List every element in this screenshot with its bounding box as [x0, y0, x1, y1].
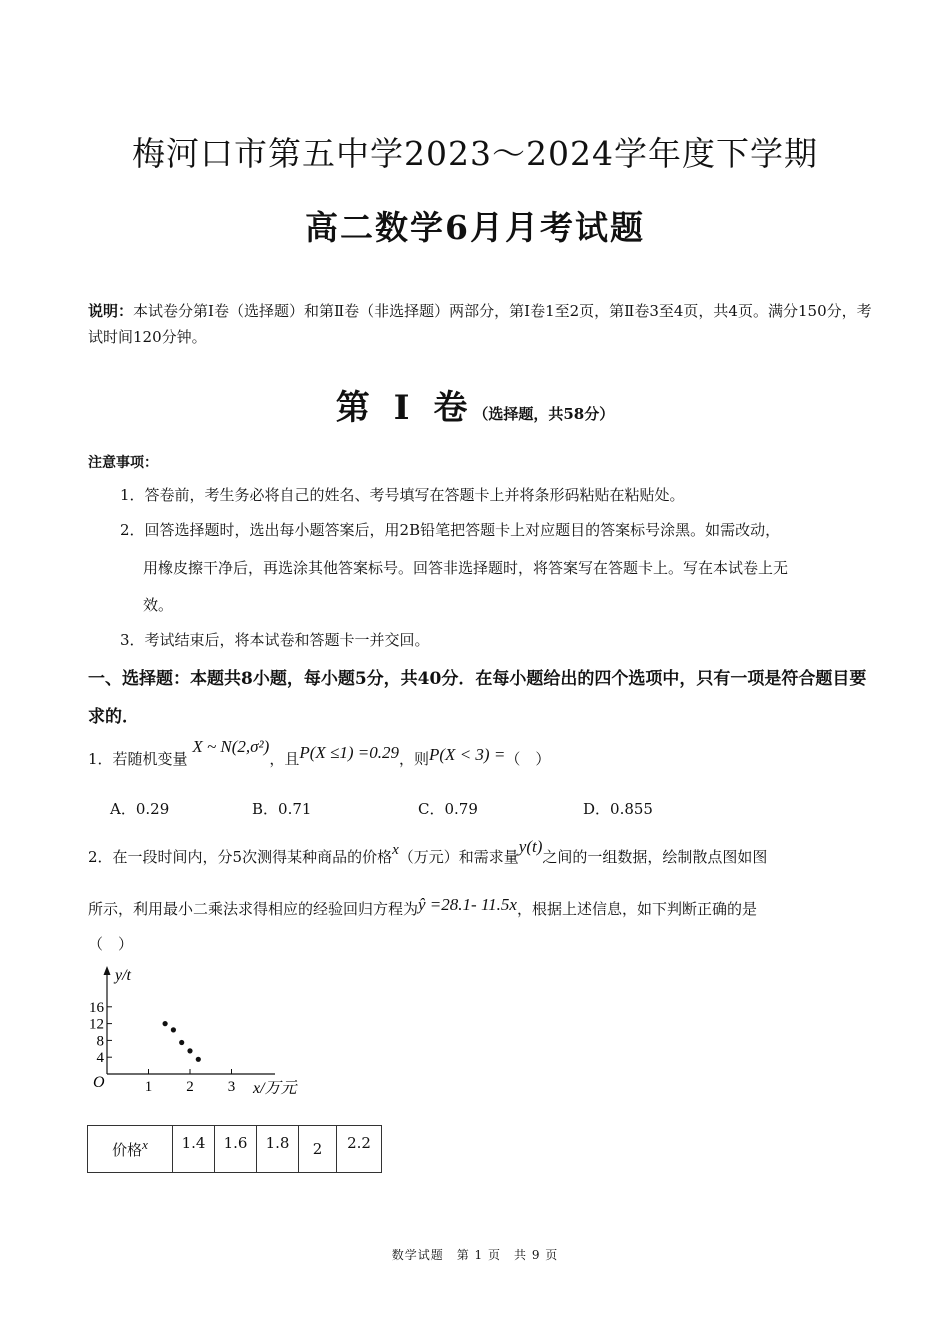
table-cell	[257, 1126, 299, 1173]
q2-text-c: 之间的一组数据，绘制散点图如图	[542, 848, 768, 866]
exam-title-line1: 梅河口市第五中学2023～2024学年度下学期	[132, 134, 818, 173]
data-point	[163, 1021, 168, 1026]
question-2-line1	[88, 837, 768, 867]
q1-text-b: ，且	[269, 750, 300, 768]
data-point	[196, 1057, 201, 1062]
x-tick-label: 1	[144, 1079, 153, 1095]
page-footer: 数学试题 第 1 页 共 9 页	[391, 1248, 559, 1262]
q1-number: 1．	[88, 750, 113, 768]
q2-text-a: 在一段时间内，分5次测得某种商品的价格	[112, 848, 393, 866]
table-cell	[299, 1126, 337, 1173]
q2-text-b: （万元）和需求量	[398, 848, 519, 866]
scatter-plot	[85, 962, 315, 1102]
table-cell	[215, 1126, 257, 1173]
q1-distribution: X ~ N(2,σ²)	[192, 737, 270, 756]
q2-paren: （ ）	[88, 935, 134, 953]
data-point	[179, 1040, 184, 1045]
y-tick-label: 12	[89, 1016, 104, 1033]
notice-item-2: 2．回答选择题时，选出每小题答案后，用2B铅笔把答题卡上对应题目的答案标号涂黑。如需改动，	[120, 521, 781, 539]
description-label: 说明：	[88, 302, 134, 320]
table-header-cell	[88, 1126, 173, 1173]
notice-heading: 注意事项：	[88, 455, 158, 471]
y-ticks	[89, 1000, 112, 1066]
exam-description	[88, 298, 878, 350]
q1-option-a: A．0.29	[110, 800, 170, 818]
x-ticks	[145, 1069, 236, 1095]
q1-paren: （ ）	[505, 750, 551, 768]
cell-value: 2	[312, 1140, 323, 1158]
q2-text-d: 所示，利用最小二乘法求得相应的经验回归方程为	[88, 900, 419, 918]
x-tick-label: 3	[227, 1079, 236, 1095]
part1-heading	[0, 380, 950, 429]
table-header-var: x	[142, 1136, 148, 1152]
cell-value: 1.8	[265, 1134, 290, 1152]
q1-option-b: B．0.71	[252, 800, 312, 818]
notice-item-2-end: 效。	[143, 596, 174, 614]
question-1	[88, 737, 551, 769]
q1-text-c: ，则	[399, 750, 430, 768]
question-2-line2	[88, 895, 757, 919]
y-tick-label: 4	[96, 1050, 104, 1067]
q1-option-d: D．0.855	[583, 800, 653, 818]
y-tick-label: 16	[89, 999, 104, 1016]
section1-heading: 一、选择题：本题共8小题，每小题5分，共40分．在每小题给出的四个选项中，只有一项是符合题目要求的．	[88, 669, 867, 727]
q2-var-y: y(t)	[518, 837, 543, 856]
table-cell	[173, 1126, 215, 1173]
q1-text-a: 若随机变量	[112, 750, 188, 768]
x-axis-label: x/万元	[253, 1080, 297, 1097]
y-tick-label: 8	[96, 1033, 104, 1050]
data-points	[163, 1021, 201, 1062]
notice-item-2-cont: 用橡皮擦干净后，再选涂其他答案标号。回答非选择题时，将答案写在答题卡上。写在本试卷上无	[143, 559, 789, 577]
exam-title-line2: 高二数学6月月考试题	[305, 208, 645, 247]
q2-number: 2．	[88, 848, 113, 866]
y-axis-label: y/t	[115, 967, 131, 984]
q2-text-e: ，根据上述信息，如下判断正确的是	[516, 900, 757, 918]
cell-value: 1.6	[223, 1134, 248, 1152]
q2-var-x: x	[392, 842, 399, 858]
price-table	[87, 1125, 382, 1173]
part1-subtitle: （选择题，共58分）	[473, 405, 615, 423]
q1-condition: P(X ≤1) =0.29	[299, 743, 399, 762]
q1-option-c: C．0.79	[418, 800, 478, 818]
description-text: 本试卷分第Ⅰ卷（选择题）和第Ⅱ卷（非选择题）两部分，第Ⅰ卷1至2页，第Ⅱ卷3至4页，共4页。满分150分，考试时间120分钟。	[88, 302, 872, 346]
q1-ask: P(X < 3) =	[429, 745, 506, 764]
notice-item-1: 1．答卷前，考生务必将自己的姓名、考号填写在答题卡上并将条形码粘贴在粘贴处。	[120, 486, 685, 504]
table-cell	[337, 1126, 382, 1173]
data-point	[171, 1027, 176, 1032]
origin-label: O	[93, 1074, 105, 1091]
notice-item-3: 3．考试结束后，将本试卷和答题卡一并交回。	[120, 631, 430, 649]
table-header-text: 价格	[112, 1140, 143, 1159]
cell-value: 1.4	[181, 1134, 206, 1152]
part1-title: 第 Ⅰ 卷	[335, 388, 474, 428]
data-point	[187, 1048, 192, 1053]
table-row	[88, 1126, 382, 1173]
cell-value: 2.2	[347, 1134, 371, 1152]
q2-regression: ŷ =28.1- 11.5x	[418, 895, 517, 914]
x-tick-label: 2	[186, 1079, 194, 1095]
y-axis-arrow	[104, 966, 111, 975]
